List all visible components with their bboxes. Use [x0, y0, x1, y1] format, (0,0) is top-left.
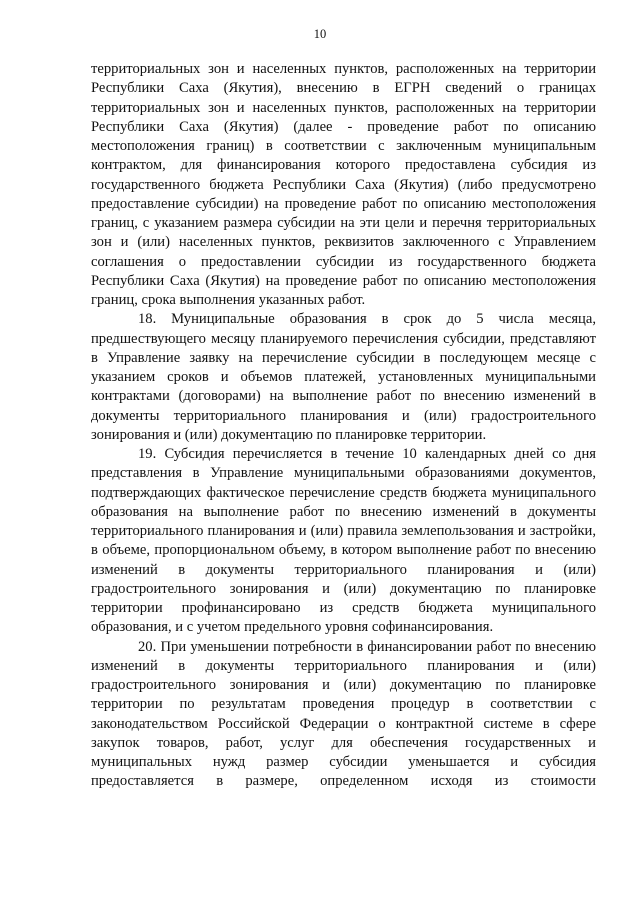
paragraph-20: 20. При уменьшении потребности в финансировании работ по внесению изменений в документы территориального планирования и (или) градостроительного зонирования и (или) документацию по планировке территории по результатам проведения процедур в соответствии с законодательством Российской Федерации о контрактной системе в сфере закупок товаров, работ, услуг для обеспечения государственных и муниципальных нужд размер субсидии уменьшается и субсидия предоставляется в размере, определенном исходя из стоимости: [91, 638, 596, 790]
document-body: [91, 60, 596, 792]
paragraph-continuation: территориальных зон и населенных пунктов, расположенных на территории Республики Саха (Якутия), внесению в ЕГРН сведений о границах территориальных зон и населенных пунктов, расположенных на территории Республики Саха (Якутия) (далее - проведение работ по описанию местоположения границ) в соответствии с заключенным муниципальным контрактом, для финансирования которого предоставлена субсидия из государственного бюджета Республики Саха (Якутия) (либо предусмотрено предоставление субсидии) на проведение работ по описанию местоположения границ, с указанием размера субсидии на эти цели и перечня территориальных зон и (или) населенных пунктов, реквизитов заключенного с Управлением соглашения о предоставлении субсидии из государственного бюджета Республики Саха (Якутия) на проведение работ по описанию местоположения границ, срока выполнения указанных работ.: [91, 61, 596, 308]
paragraph-18: 18. Муниципальные образования в срок до 5 числа месяца, предшествующего месяцу планируемого перечисления субсидии, представляют в Управление заявку на перечисление субсидии в последующем месяце с указанием сроков и объемов платежей, установленных муниципальными контрактами (договорами) на выполнение работ по внесению изменений в документы территориального планирования и (или) градостроительного зонирования и (или) документацию по планировке территории.: [91, 311, 596, 443]
paragraph-19: 19. Субсидия перечисляется в течение 10 календарных дней со дня представления в Управление муниципальными образованиями документов, подтверждающих фактическое перечисление средств бюджета муниципального образования на выполнение работ по внесению изменений в документы территориального планирования и (или) правила землепользования и застройки, в объеме, пропорциональном объему, в котором выполнение работ по внесению изменений в документы территориального планирования и (или) градостроительного зонирования и (или) документацию по планировке территории профинансировано из средств бюджета муниципального образования, и с учетом предельного уровня софинансирования.: [91, 446, 596, 636]
page-number: 10: [313, 27, 327, 41]
